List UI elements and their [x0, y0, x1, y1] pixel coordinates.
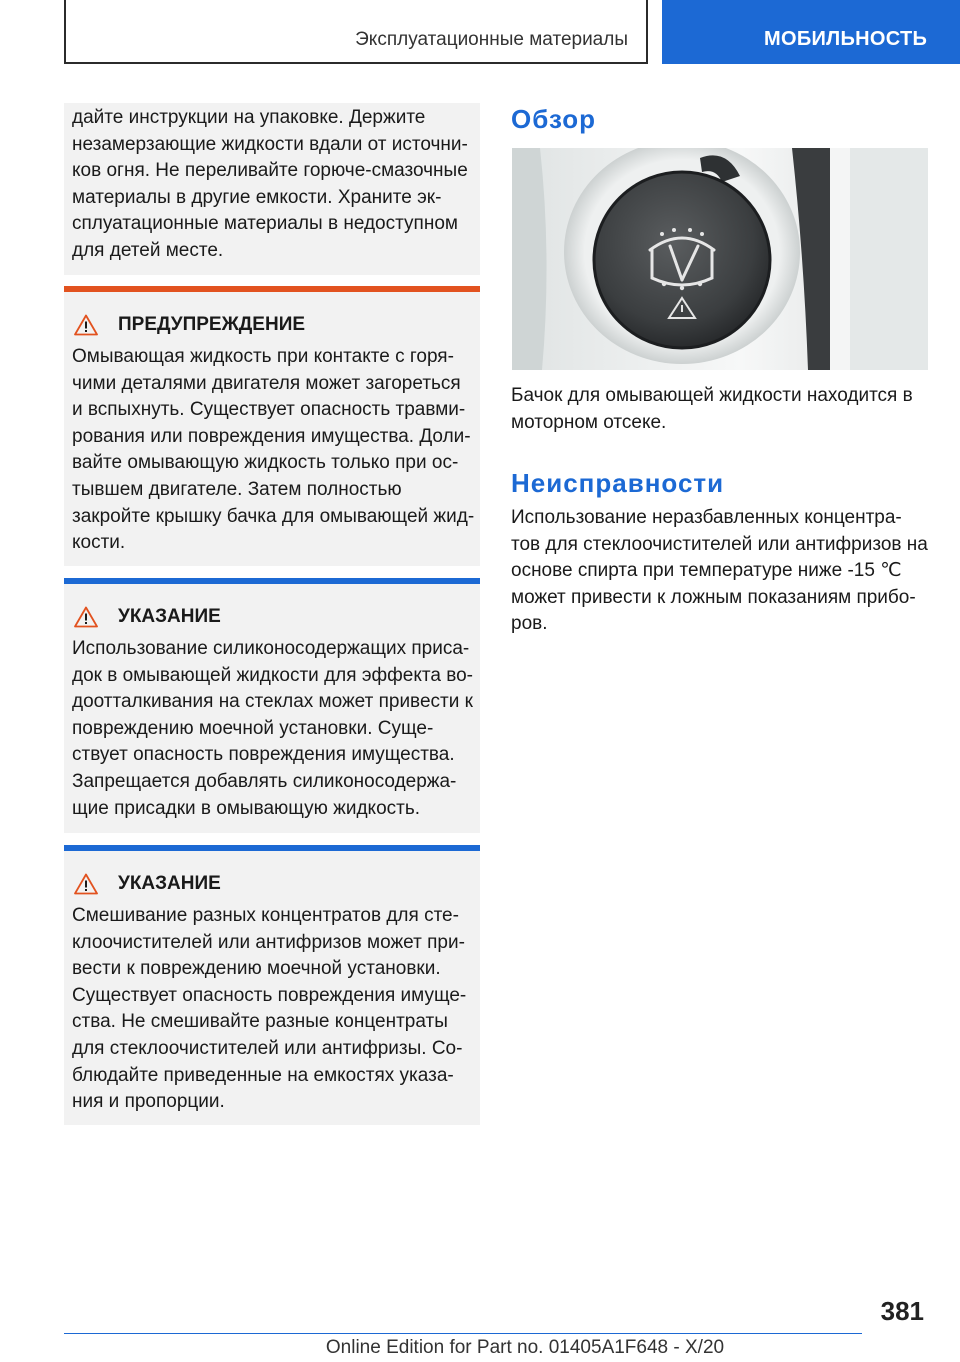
header-section-box — [64, 0, 648, 64]
note-box-1 — [64, 578, 480, 833]
malfunctions-line: может привести к ложным показаниям прибо- — [511, 586, 916, 608]
note-line: ства. Не смешивайте разные концентраты — [72, 1011, 448, 1033]
warning-line: вайте омывающую жидкость только при ос- — [72, 452, 459, 474]
note-header — [74, 606, 221, 628]
footer-divider — [64, 1333, 862, 1334]
warning-line: кости. — [72, 532, 126, 554]
malfunctions-line: тов для стеклоочистителей или антифризов на — [511, 533, 928, 555]
malfunctions-line: Использование неразбавленных концентра- — [511, 507, 902, 528]
note-title: УКАЗАНИЕ — [118, 606, 221, 627]
edition-footer — [0, 1337, 960, 1359]
intro-line: незамерзающие жидкости вдали от источни- — [72, 133, 468, 155]
note-line: клоочистителей или антифризов может при- — [72, 931, 465, 953]
note-title: УКАЗАНИЕ — [118, 873, 221, 894]
warning-line: Омывающая жидкость при контакте с горя- — [72, 346, 454, 367]
caption-line: Бачок для омывающей жидкости находится в — [511, 385, 913, 406]
warning-triangle-icon — [74, 314, 98, 336]
warning-bar — [64, 286, 480, 292]
warning-triangle-icon — [74, 606, 98, 628]
warning-line: чими деталями двигателя может загореться — [72, 372, 461, 394]
warning-line: тывшем двигателе. Затем полностью — [72, 478, 402, 500]
warning-line: рования или повреждения имущества. Доли- — [72, 425, 471, 447]
note-line: щие присадки в омывающую жидкость. — [72, 797, 421, 819]
header-chapter-title: МОБИЛЬНОСТЬ — [764, 28, 928, 50]
malfunctions-line: основе спирта при температуре ниже -15 ℃ — [511, 560, 902, 582]
warning-box — [64, 286, 480, 566]
page-number: 381 — [880, 1296, 924, 1326]
intro-line: сплуатационные материалы в недоступном — [72, 213, 458, 235]
intro-line: дайте инструкции на упаковке. Держите — [72, 107, 426, 128]
header-section-title: Эксплуатационные материалы — [355, 29, 628, 50]
note-line: Существует опасность повреждения имуще- — [72, 984, 467, 1006]
note-line: док в омывающей жидкости для эффекта во- — [72, 664, 473, 686]
warning-line: закройте крышку бачка для омывающей жид- — [72, 505, 475, 527]
note-line: блюдайте приведенные на емкостях указа- — [72, 1064, 454, 1086]
note-line: Смешивание разных концентратов для сте- — [72, 905, 459, 926]
note-line: Использование силиконосодержащих приса- — [72, 638, 470, 659]
note-line: повреждению моечной установки. Суще- — [72, 717, 434, 739]
malfunctions-heading: Неисправности — [511, 468, 725, 498]
overview-heading: Обзор — [511, 104, 596, 134]
intro-box — [64, 103, 480, 275]
overview-caption — [511, 383, 931, 436]
note-line: ния и пропорции. — [72, 1091, 225, 1113]
malfunctions-text — [511, 505, 931, 638]
malfunctions-line: ров. — [511, 613, 548, 635]
note-line: Запрещается добавлять силиконосодержа- — [72, 770, 457, 792]
edition-text[interactable]: Online Edition for Part no. 01405A1F648 - X/20 — [325, 1337, 725, 1358]
intro-line: материалы в другие емкости. Храните эк- — [72, 186, 442, 208]
washer-fluid-cap-icon — [512, 148, 928, 370]
caption-line: моторном отсеке. — [511, 411, 667, 433]
note-bar — [64, 845, 480, 851]
note-line: доотталкивания на стеклах может привести к — [72, 691, 473, 713]
warning-title: ПРЕДУПРЕЖДЕНИЕ — [118, 314, 306, 335]
note-header — [74, 873, 221, 895]
note-box-2 — [64, 845, 480, 1125]
warning-triangle-icon — [74, 873, 98, 895]
intro-line: для детей месте. — [72, 239, 224, 261]
warning-line: и вспыхнуть. Существует опасность травми- — [72, 399, 466, 421]
note-line: ствует опасность повреждения имущества. — [72, 744, 455, 766]
warning-header — [74, 314, 305, 336]
note-line: для стеклоочистителей или антифризы. Со- — [72, 1037, 463, 1059]
header-chapter-tab[interactable] — [662, 0, 960, 64]
intro-line: ков огня. Не переливайте горюче-смазочные — [72, 160, 468, 182]
washer-reservoir-photo — [512, 148, 928, 370]
note-bar — [64, 578, 480, 584]
note-line: вести к повреждению моечной установки. — [72, 958, 441, 980]
